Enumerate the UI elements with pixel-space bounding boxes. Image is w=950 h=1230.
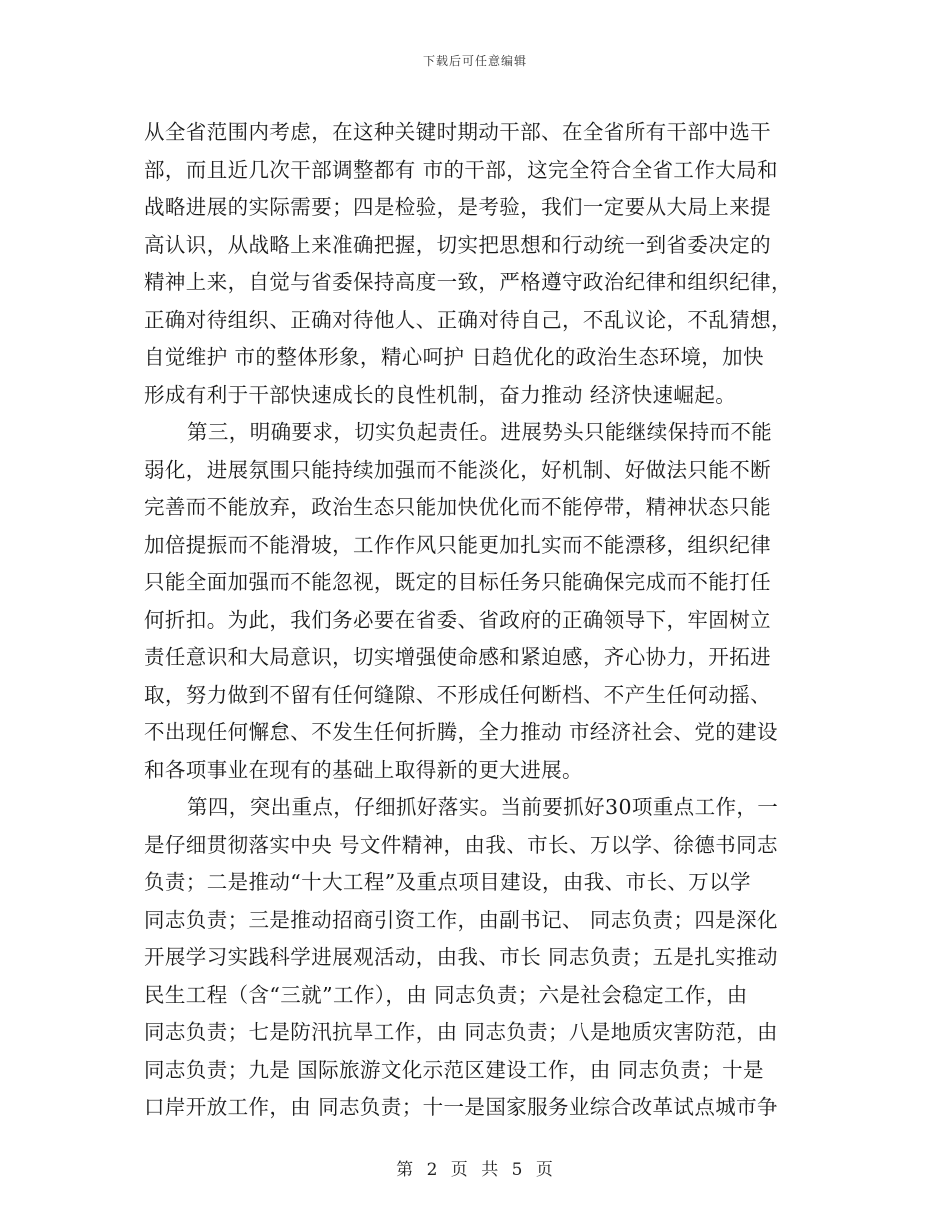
text-line: 是仔细贯彻落实中央 号文件精神，由我、市长、万以学、徐德书同志 (144, 832, 778, 857)
page-number: 第 2 页 共 5 页 (396, 1160, 554, 1180)
text-line: 口岸开放工作，由 同志负责；十一是国家服务业综合改革试点城市争 (144, 1095, 778, 1119)
text-line: 部，而且近几次干部调整都有 市的干部，这完全符合全省工作大局和 (144, 157, 778, 182)
text-line: 加倍提振而不能滑坡，工作作风只能更加扎实而不能漂移，组织纪律 (144, 532, 771, 557)
text-line: 开展学习实践科学进展观活动，由我、市长 同志负责；五是扎实推动 (144, 945, 778, 969)
text-line: 责任意识和大局意识，切实增强使命感和紧迫感，齐心协力，开拓进 (144, 645, 771, 669)
text-line: 只能全面加强而不能忽视，既定的目标任务只能确保完成而不能打任 (144, 570, 771, 594)
text-line: 完善而不能放弃，政治生态只能加快优化而不能停带，精神状态只能 (144, 495, 771, 519)
text-line: 民生工程（含“三就”工作），由 同志负责；六是社会稳定工作，由 (144, 982, 748, 1007)
text-line: 第四，突出重点，仔细抓好落实。当前要抓好30项重点工作，一 (187, 795, 779, 819)
text-line: 何折扣。为此，我们务必要在省委、省政府的正确领导下，牢固树立 (144, 607, 771, 632)
text-line: 和各项事业在现有的基础上取得新的更大进展。 (144, 757, 583, 782)
text-line: 同志负责；七是防汛抗旱工作，由 同志负责；八是地质灾害防范，由 (144, 1020, 778, 1044)
document-body (144, 114, 804, 1127)
text-line: 正确对待组织、正确对待他人、正确对待自己，不乱议论，不乱猜想， (144, 307, 792, 332)
text-line: 同志负责；九是 国际旅游文化示范区建设工作，由 同志负责；十是 (144, 1057, 764, 1082)
text-line: 同志负责；三是推动招商引资工作，由副书记、 同志负责；四是深化 (144, 907, 778, 932)
text-line: 从全省范围内考虑，在这种关键时期动干部、在全省所有干部中选干 (144, 120, 771, 144)
text-line: 战略进展的实际需要；四是检验，是考验，我们一定要从大局上来提 (144, 195, 771, 219)
text-line: 弱化，进展氛围只能持续加强而不能淡化，好机制、好做法只能不断 (144, 457, 771, 482)
text-line: 负责；二是推动“十大工程”及重点项目建设，由我、市长、万以学 (144, 870, 751, 894)
text-line: 形成有利于干部快速成长的良性机制，奋力推动 经济快速崛起。 (144, 382, 737, 407)
text-line: 取，努力做到不留有任何缝隙、不形成任何断档、不产生任何动摇、 (144, 682, 771, 707)
text-line: 第三，明确要求，切实负起责任。进展势头只能继续保持而不能 (187, 420, 773, 444)
text-line: 精神上来，自觉与省委保持高度一致，严格遵守政治纪律和组织纪律， (144, 270, 792, 294)
page-header: 下载后可任意编辑 (422, 54, 527, 68)
text-line: 高认识，从战略上来准确把握，切实把思想和行动统一到省委决定的 (144, 232, 771, 257)
text-line: 不出现任何懈怠、不发生任何折腾，全力推动 市经济社会、党的建设 (144, 720, 778, 744)
text-line: 自觉维护 市的整体形象，精心呵护 日趋优化的政治生态环境，加快 (144, 345, 764, 369)
